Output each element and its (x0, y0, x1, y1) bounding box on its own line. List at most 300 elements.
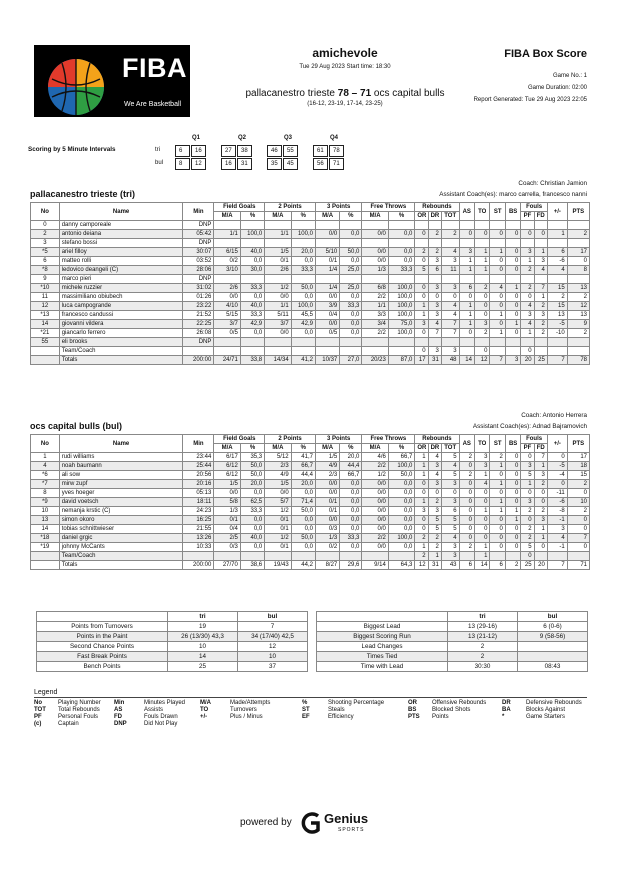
stat-cell (474, 338, 489, 347)
stat-cell (459, 338, 474, 347)
summary-cell: 14 (168, 652, 238, 662)
col-subheader-or: OR (415, 444, 428, 453)
stat-cell: 7 (534, 453, 547, 462)
stat-cell: 0,0 (340, 311, 362, 320)
stat-cell: -6 (547, 257, 567, 266)
stat-cell: 0/0 (362, 480, 389, 489)
stat-cell: 0 (505, 525, 520, 534)
stat-cell: 6/15 (214, 248, 241, 257)
stat-cell: 1 (415, 543, 428, 552)
col-header-2-points: 2 Points (265, 435, 316, 444)
stat-cell: 0 (505, 248, 520, 257)
stat-cell: 1 (459, 257, 474, 266)
stat-cell: 4 (441, 248, 459, 257)
stat-cell: 0,0 (240, 543, 264, 552)
stat-cell (214, 347, 241, 356)
stat-cell: 0,0 (340, 516, 362, 525)
stat-cell: 0 (505, 534, 520, 543)
stat-cell: 0 (490, 266, 505, 275)
legend-abbr: TOT (34, 707, 46, 713)
col-subheader-pf: PF (521, 212, 534, 221)
scoring-interval-cell: 71 (329, 158, 344, 170)
stat-cell: 1 (415, 311, 428, 320)
stat-cell: *6 (31, 471, 60, 480)
stat-cell: 0 (505, 329, 520, 338)
stat-cell: 42,9 (240, 320, 264, 329)
stat-cell: 1 (459, 266, 474, 275)
col-header-rebounds: Rebounds (415, 203, 459, 212)
stat-cell (362, 221, 389, 230)
stat-cell: 0/5 (214, 329, 241, 338)
stat-cell (547, 239, 567, 248)
stat-cell: 50,0 (291, 507, 315, 516)
col-subheader-tot: TOT (441, 212, 459, 221)
stat-cell: 0 (474, 534, 489, 543)
stat-cell (291, 221, 315, 230)
stat-cell: 6 (428, 266, 441, 275)
stat-cell: 3 (521, 462, 534, 471)
player-row (31, 480, 590, 489)
competition-title: amichevole (312, 46, 378, 60)
legend-desc: Did Not Play (144, 721, 178, 727)
stat-cell: 1 (415, 302, 428, 311)
stat-cell: ledovico deangeli (C) (59, 266, 183, 275)
summary-cell: 7 (238, 622, 308, 632)
powered-by-text: powered by (240, 817, 292, 828)
summary-cell: 08:43 (518, 662, 588, 672)
team2-assistant-coaches: Assistant Coach(es): Adnad Bajramovich (472, 423, 587, 430)
stat-cell: 0/1 (265, 257, 292, 266)
stat-cell: 0 (547, 480, 567, 489)
summary-cell: 2 (448, 652, 518, 662)
stat-cell (214, 239, 241, 248)
stat-cell: 0 (521, 489, 534, 498)
stat-cell: 4 (441, 534, 459, 543)
stat-cell: 0,0 (340, 480, 362, 489)
legend-abbr: M/A (200, 700, 211, 706)
scoring-team-bul: bul (155, 160, 164, 166)
stat-cell: 0 (505, 489, 520, 498)
stat-cell (521, 275, 534, 284)
stat-cell: 14 (31, 320, 60, 329)
stat-cell (340, 239, 362, 248)
stat-cell: 0,0 (240, 516, 264, 525)
stat-cell: nemanja krstic (C) (59, 507, 183, 516)
stat-cell: 26:08 (183, 329, 214, 338)
stat-cell: 0 (474, 498, 489, 507)
stat-cell: 0 (505, 498, 520, 507)
scoring-intervals-label: Scoring by 5 Minute Intervals (28, 146, 116, 153)
summary-cell: 26 (13/30) 43,3 (168, 632, 238, 642)
legend-abbr: DNP (114, 721, 127, 727)
stat-cell: simon okoro (59, 516, 183, 525)
stat-cell: 100,0 (388, 302, 415, 311)
stat-cell: 33,3 (340, 534, 362, 543)
stat-cell: 2 (521, 507, 534, 516)
stat-cell (315, 347, 339, 356)
stat-cell: 18:11 (183, 498, 214, 507)
stat-cell (315, 239, 339, 248)
stat-cell: 1 (490, 329, 505, 338)
stat-cell: 15 (567, 471, 589, 480)
stat-cell (505, 239, 520, 248)
stat-cell: 0 (415, 284, 428, 293)
stat-cell: 1 (490, 498, 505, 507)
stat-cell: giancarlo ferrero (59, 329, 183, 338)
stat-cell: 11 (31, 293, 60, 302)
stat-cell: 2 (521, 266, 534, 275)
stat-cell: 78 (567, 356, 589, 365)
stat-cell: 0 (521, 347, 534, 356)
summary-cell: Time with Lead (317, 662, 448, 672)
player-row (31, 320, 590, 329)
stat-cell: 50,0 (388, 471, 415, 480)
summary-cell: 6 (0-6) (518, 622, 588, 632)
stat-cell: 0 (505, 471, 520, 480)
stat-cell: 0/1 (315, 507, 339, 516)
stat-cell: 41,2 (291, 356, 315, 365)
legend-desc: Steals (328, 707, 345, 713)
stat-cell: 100,0 (388, 329, 415, 338)
stat-cell: 30,0 (240, 266, 264, 275)
scoring-interval-cell: 31 (237, 158, 252, 170)
stat-cell: 1 (490, 507, 505, 516)
player-row (31, 507, 590, 516)
stat-cell: matteo rolli (59, 257, 183, 266)
col-header-name: Name (59, 203, 183, 221)
stat-cell (428, 275, 441, 284)
col-subheader-dr: DR (428, 212, 441, 221)
player-row (31, 257, 590, 266)
stat-cell: 75,0 (388, 320, 415, 329)
stat-cell (547, 275, 567, 284)
q1-header: Q1 (192, 135, 201, 141)
col-header-field-goals: Field Goals (214, 203, 265, 212)
summary-cell (518, 652, 588, 662)
stat-cell (428, 338, 441, 347)
stat-cell: 5 (441, 525, 459, 534)
stat-cell: 3 (534, 257, 547, 266)
stat-cell: 0,0 (291, 516, 315, 525)
player-row (31, 462, 590, 471)
stat-cell: 0 (459, 516, 474, 525)
col-subheader-tot: TOT (441, 444, 459, 453)
stat-cell: 1 (521, 480, 534, 489)
stat-cell: 3 (441, 552, 459, 561)
summary-cell: Times Tied (317, 652, 448, 662)
stat-cell: 44,2 (291, 561, 315, 570)
stat-cell: *13 (31, 311, 60, 320)
stat-cell (521, 221, 534, 230)
stat-cell: 12 (415, 561, 428, 570)
stat-cell: 0 (534, 543, 547, 552)
stat-cell: 44,4 (340, 462, 362, 471)
stat-cell: 1/1 (265, 302, 292, 311)
stat-cell: 1 (490, 462, 505, 471)
col-subheader-pct: % (388, 444, 415, 453)
summary-cell: Points in the Paint (37, 632, 168, 642)
stat-cell: 14/34 (265, 356, 292, 365)
stat-cell: 4 (521, 302, 534, 311)
stat-cell: 0,0 (340, 320, 362, 329)
stat-cell (441, 338, 459, 347)
stat-cell: 0/0 (315, 230, 339, 239)
stat-cell: 0,0 (340, 489, 362, 498)
stat-cell: 87,0 (388, 356, 415, 365)
genius-brand: Genius (324, 811, 369, 826)
stat-cell: 0/0 (362, 248, 389, 257)
stat-cell: 9/14 (362, 561, 389, 570)
col-subheader-fd: FD (534, 444, 547, 453)
scoring-interval-cell: 16 (191, 145, 206, 157)
team2-name: ocs capital bulls (bul) (30, 421, 123, 431)
legend-desc: Playing Number (58, 700, 101, 706)
stat-cell: 5 (441, 516, 459, 525)
stat-cell: 4/9 (315, 462, 339, 471)
stat-cell: 0 (459, 489, 474, 498)
stat-cell: *18 (31, 534, 60, 543)
scoring-interval-cell: 61 (313, 145, 328, 157)
stat-cell (31, 347, 60, 356)
legend-abbr: AS (114, 707, 123, 713)
scoring-interval-cell: 16 (221, 158, 236, 170)
stat-cell: 2 (490, 453, 505, 462)
stat-cell (240, 552, 264, 561)
stat-cell: 1 (474, 552, 489, 561)
stat-cell: 0/0 (265, 293, 292, 302)
summary-cell: Points from Turnovers (37, 622, 168, 632)
stat-cell (505, 552, 520, 561)
stat-cell: 1 (474, 507, 489, 516)
stat-cell: 1 (415, 453, 428, 462)
col-subheader-ma: M/A (214, 444, 241, 453)
stat-cell (474, 239, 489, 248)
stat-cell (362, 239, 389, 248)
stat-cell: 13 (567, 311, 589, 320)
stat-cell: 3 (441, 284, 459, 293)
player-row (31, 221, 590, 230)
legend-abbr: % (302, 700, 308, 706)
stat-cell: 25 (534, 356, 547, 365)
stat-cell: 2/2 (362, 462, 389, 471)
stat-cell: 2 (428, 248, 441, 257)
stat-cell (415, 239, 428, 248)
stat-cell: 0 (441, 293, 459, 302)
stat-cell: 0,0 (340, 230, 362, 239)
stat-cell (490, 347, 505, 356)
stat-cell (340, 338, 362, 347)
col-header-to: TO (474, 203, 489, 221)
stat-cell: 10/37 (315, 356, 339, 365)
stat-cell: 1 (474, 543, 489, 552)
stat-cell: 25,0 (340, 266, 362, 275)
stat-cell: 0 (490, 293, 505, 302)
stat-cell: Totals (59, 356, 183, 365)
stat-cell: yves hoeger (59, 489, 183, 498)
stat-cell: 8 (31, 489, 60, 498)
player-row (31, 498, 590, 507)
stat-cell: 2 (428, 543, 441, 552)
stat-cell: -5 (547, 320, 567, 329)
stat-cell: 2 (415, 552, 428, 561)
col-header-fouls: Fouls (521, 203, 548, 212)
stat-cell: 1 (459, 302, 474, 311)
stat-cell: 4/9 (265, 471, 292, 480)
stat-cell: -1 (547, 516, 567, 525)
player-row (31, 516, 590, 525)
stat-cell: 0/0 (362, 230, 389, 239)
stat-cell: 4 (441, 462, 459, 471)
col-header-as: AS (459, 435, 474, 453)
stat-cell: 1 (474, 266, 489, 275)
col-header-no: No (31, 435, 60, 453)
stat-cell: *7 (31, 480, 60, 489)
stat-cell: 20 (521, 356, 534, 365)
legend-desc: Offensive Rebounds (432, 700, 487, 706)
player-row (31, 489, 590, 498)
col-header-pts: PTS (567, 435, 589, 453)
summary-header-cell (37, 612, 168, 622)
stat-cell: 31 (428, 561, 441, 570)
stat-cell: 6/17 (214, 453, 241, 462)
stat-cell: 15 (547, 284, 567, 293)
stat-cell: 6 (459, 284, 474, 293)
col-subheader-pct: % (291, 212, 315, 221)
stat-cell (474, 275, 489, 284)
stat-cell: 50,0 (240, 462, 264, 471)
stat-cell: 0/1 (265, 516, 292, 525)
stat-cell: 1 (459, 311, 474, 320)
stat-cell: 0/1 (265, 543, 292, 552)
stat-cell: 20,0 (240, 480, 264, 489)
stat-cell: 0,0 (388, 248, 415, 257)
stat-cell: 0 (474, 302, 489, 311)
stat-cell: 0 (490, 320, 505, 329)
legend-abbr: DR (502, 700, 511, 706)
col-header-pts: PTS (567, 203, 589, 221)
col-header-field-goals: Field Goals (214, 435, 265, 444)
stat-cell: 7 (441, 320, 459, 329)
stat-cell: 3 (474, 453, 489, 462)
stat-cell: 0 (474, 516, 489, 525)
stat-cell: 4/6 (362, 453, 389, 462)
stat-cell: 1 (31, 453, 60, 462)
summary-cell: 9 (58-56) (518, 632, 588, 642)
stat-cell: 4 (428, 320, 441, 329)
stat-cell: 0 (474, 525, 489, 534)
stat-cell: 0,0 (240, 489, 264, 498)
stat-cell: 1 (505, 516, 520, 525)
stat-cell: 0 (490, 525, 505, 534)
team1-coach: Coach: Christian Jamion (518, 180, 587, 187)
player-row (31, 534, 590, 543)
stat-cell: 0 (490, 302, 505, 311)
legend-desc: Fouls Drawn (144, 714, 178, 720)
stat-cell: mirw zupf (59, 480, 183, 489)
stat-cell: 50,0 (291, 284, 315, 293)
stat-cell: 0 (490, 543, 505, 552)
stat-cell (340, 552, 362, 561)
stat-cell: 0,0 (340, 507, 362, 516)
col-subheader-pct: % (240, 212, 264, 221)
stat-cell: *9 (31, 498, 60, 507)
stat-cell: 0,0 (291, 543, 315, 552)
stat-cell: 3 (441, 257, 459, 266)
player-row (31, 311, 590, 320)
col-subheader-ma: M/A (362, 444, 389, 453)
stat-cell: 20:16 (183, 480, 214, 489)
stat-cell: 5/12 (265, 453, 292, 462)
stat-cell (265, 552, 292, 561)
stat-cell: 66,7 (291, 462, 315, 471)
summary-row (37, 642, 308, 652)
stat-cell: Team/Coach (59, 552, 183, 561)
summary-row (317, 642, 588, 652)
stat-cell (505, 275, 520, 284)
stat-cell: 0,0 (340, 293, 362, 302)
stat-cell: 42,9 (291, 320, 315, 329)
legend-desc: Minutes Played (144, 700, 186, 706)
stat-cell (388, 275, 415, 284)
stat-cell: 1/5 (315, 453, 339, 462)
q2-header: Q2 (238, 135, 247, 141)
stat-cell: 1 (428, 552, 441, 561)
stat-cell: 0 (459, 293, 474, 302)
stat-cell: 3 (441, 347, 459, 356)
stat-cell: ali sow (59, 471, 183, 480)
stat-cell: 4 (547, 266, 567, 275)
stat-cell: 0/0 (315, 516, 339, 525)
stat-cell: 0 (490, 471, 505, 480)
stat-cell (31, 552, 60, 561)
stat-cell: 5 (428, 516, 441, 525)
stat-cell: 5/11 (265, 311, 292, 320)
col-header-no: No (31, 203, 60, 221)
team2-box-score-table (30, 434, 590, 570)
legend-grid (34, 700, 594, 727)
stat-cell: tobias schnittwieser (59, 525, 183, 534)
stat-cell: danny camporeale (59, 221, 183, 230)
stat-cell (505, 221, 520, 230)
stat-cell: 05:42 (183, 230, 214, 239)
stat-cell: 0,0 (340, 329, 362, 338)
player-row (31, 230, 590, 239)
stat-cell: 1/4 (315, 266, 339, 275)
game-datetime: Tue 29 Aug 2023 Start time: 18:30 (299, 64, 391, 70)
stat-cell: 35,3 (240, 453, 264, 462)
stat-cell: 20:56 (183, 471, 214, 480)
summary-cell: Second Chance Points (37, 642, 168, 652)
stat-cell: 0 (505, 257, 520, 266)
stat-cell: 38,6 (240, 561, 264, 570)
stat-cell (362, 347, 389, 356)
scoring-interval-cell: 6 (175, 145, 190, 157)
stat-cell: 3 (534, 516, 547, 525)
stat-cell: 20 (534, 561, 547, 570)
home-team-name: pallacanestro trieste (245, 88, 335, 99)
col-subheader-pct: % (240, 444, 264, 453)
col-header-bs: BS (505, 203, 520, 221)
col-subheader-ma: M/A (265, 212, 292, 221)
col-header-min: Min (183, 435, 214, 453)
stat-cell: 0/1 (315, 257, 339, 266)
col-header-st: ST (490, 203, 505, 221)
stat-cell: 0/0 (362, 507, 389, 516)
stat-cell: 3 (441, 498, 459, 507)
genius-brand-sub: SPORTS (338, 827, 365, 833)
legend-desc: Plus / Minus (230, 714, 263, 720)
stat-cell: 2 (441, 230, 459, 239)
